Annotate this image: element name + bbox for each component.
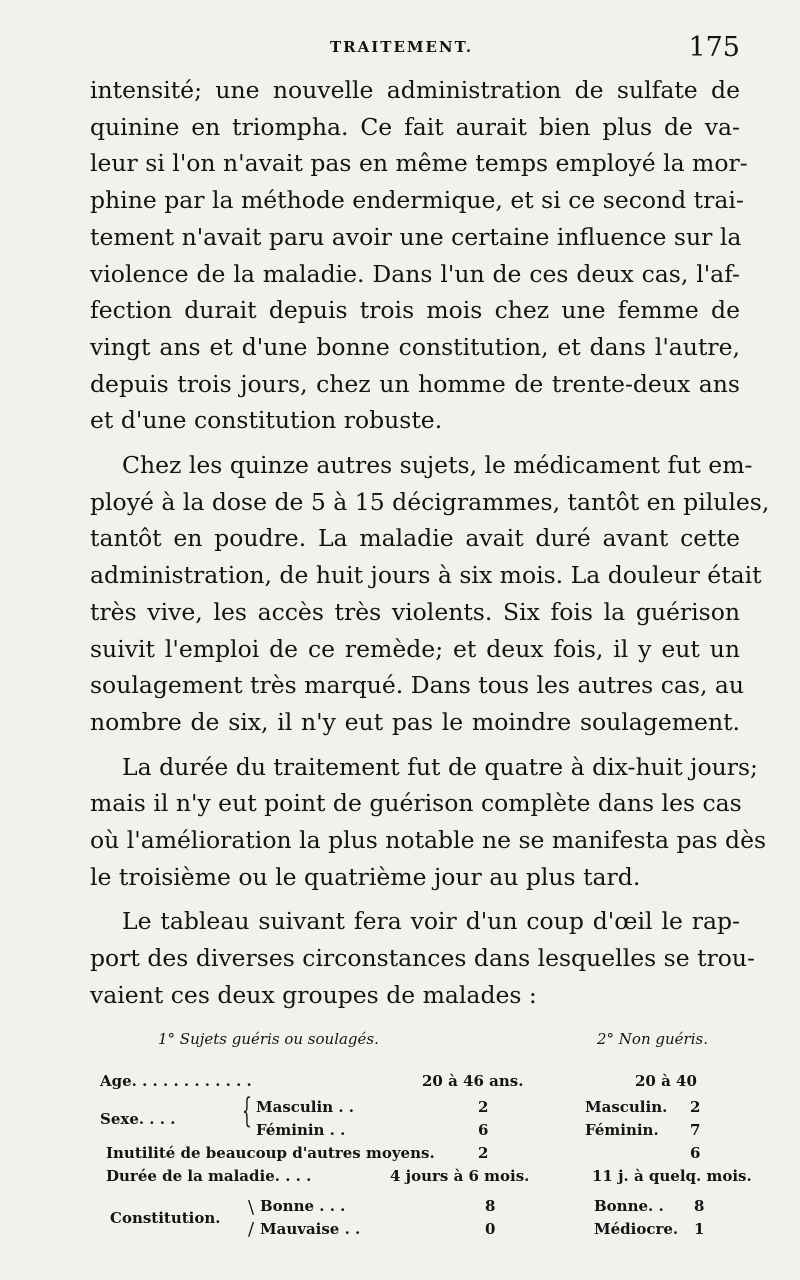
constitution-bonne-cured: 8	[485, 1197, 496, 1215]
text-line: mais il n'y eut point de guérison complète dans les cas	[90, 789, 742, 818]
text-line: phine par la méthode endermique, et si ce second trai-	[90, 186, 744, 215]
text-line: La durée du traitement fut de quatre à dix-huit jours;	[122, 752, 758, 781]
sexe-feminin-right-label: Féminin.	[585, 1121, 659, 1139]
table-row-constitution	[100, 1197, 770, 1243]
row-label-sexe: Sexe. . . .	[100, 1110, 176, 1128]
table-row	[100, 1072, 770, 1098]
sexe-masculin-not-cured: 2	[690, 1098, 701, 1116]
text-line: suivit l'emploi de ce remède; et deux fois, il y eut un	[90, 634, 740, 663]
sexe-masculin-label: Masculin . .	[256, 1098, 354, 1116]
text-line: vingt ans et d'une bonne constitution, et dans l'autre,	[90, 332, 740, 361]
inutilite-cured: 2	[478, 1144, 489, 1162]
table-row	[100, 1167, 770, 1197]
table-column-headings	[100, 1030, 770, 1060]
sexe-masculin-right-label: Masculin.	[585, 1098, 668, 1116]
text-line: quinine en triompha. Ce fait aurait bien plus de va-	[90, 112, 740, 141]
age-cured: 20 à 46 ans.	[422, 1072, 524, 1090]
constitution-mauvaise-not-cured: 1	[694, 1220, 705, 1238]
row-label-age: Age. . . . . . . . . . . .	[100, 1072, 252, 1090]
page-number: 175	[688, 32, 740, 63]
text-line: violence de la maladie. Dans l'un de ces deux cas, l'af-	[90, 259, 740, 288]
constitution-mauvaise-right-label: Médiocre.	[594, 1220, 679, 1238]
brace-icon: /	[248, 1219, 255, 1240]
text-line: tement n'avait paru avoir une certaine influence sur la	[90, 222, 742, 251]
constitution-bonne-not-cured: 8	[694, 1197, 705, 1215]
text-line: port des diverses circonstances dans lesquelles se trou-	[90, 944, 755, 973]
sexe-feminin-label: Féminin . .	[256, 1121, 346, 1139]
sexe-masculin-cured: 2	[478, 1098, 489, 1116]
text-line: nombre de six, il n'y eut pas le moindre soulagement.	[90, 707, 740, 736]
constitution-bonne-label: Bonne . . .	[260, 1197, 346, 1215]
sexe-feminin-not-cured: 7	[690, 1121, 701, 1139]
row-label-constitution: Constitution.	[110, 1209, 221, 1227]
text-line: et d'une constitution robuste.	[90, 406, 443, 435]
text-line: tantôt en poudre. La maladie avait duré avant cette	[90, 524, 740, 553]
constitution-bonne-right-label: Bonne. .	[594, 1197, 664, 1215]
text-line: leur si l'on n'avait pas en même temps employé la mor-	[90, 149, 748, 178]
paragraph-3	[90, 749, 767, 896]
running-head: TRAITEMENT.	[330, 38, 474, 56]
text-line: intensité; une nouvelle administration de sulfate de	[90, 76, 740, 104]
summary-table	[100, 1030, 770, 1243]
paragraph-2	[90, 447, 770, 741]
constitution-mauvaise-cured: 0	[485, 1220, 496, 1238]
heading-cured: 1° Sujets guéris ou soulagés.	[158, 1030, 379, 1048]
table-row-sexe	[100, 1091, 770, 1144]
text-line: où l'amélioration la plus notable ne se manifesta pas dès	[90, 826, 767, 855]
constitution-mauvaise-label: Mauvaise . .	[260, 1220, 361, 1238]
sexe-feminin-cured: 6	[478, 1121, 489, 1139]
paragraph-4	[90, 903, 755, 1013]
text-line: Chez les quinze autres sujets, le médicament fut em-	[122, 451, 753, 480]
text-line: ployé à la dose de 5 à 15 décigrammes, tantôt en pilules,	[90, 487, 770, 516]
row-label-inutilite: Inutilité de beaucoup d'autres moyens.	[106, 1144, 435, 1162]
inutilite-not-cured: 6	[690, 1144, 701, 1162]
text-line: très vive, les accès très violents. Six fois la guérison	[90, 597, 740, 626]
table-row	[100, 1144, 770, 1167]
heading-not-cured: 2° Non guéris.	[597, 1030, 708, 1048]
text-line: administration, de huit jours à six mois. La douleur était	[90, 561, 762, 590]
brace-icon: \	[248, 1197, 255, 1218]
text-line: le troisième ou le quatrième jour au plus tard.	[90, 862, 641, 891]
text-line: fection durait depuis trois mois chez une femme de	[90, 296, 740, 325]
duree-cured: 4 jours à 6 mois.	[390, 1167, 530, 1185]
page-header	[0, 34, 800, 64]
text-line: depuis trois jours, chez un homme de trente-deux ans	[90, 369, 740, 398]
duree-not-cured: 11 j. à quelq. mois.	[592, 1167, 752, 1185]
text-line: vaient ces deux groupes de malades :	[90, 980, 537, 1009]
paragraph-1	[90, 72, 748, 439]
text-line: soulagement très marqué. Dans tous les autres cas, au	[90, 671, 745, 700]
brace-icon: {	[241, 1091, 252, 1131]
age-not-cured: 20 à 40	[635, 1072, 697, 1090]
body-text	[90, 72, 770, 1022]
row-label-duree: Durée de la maladie. . . .	[106, 1167, 312, 1185]
text-line: Le tableau suivant fera voir d'un coup d'œil le rap-	[122, 907, 740, 936]
